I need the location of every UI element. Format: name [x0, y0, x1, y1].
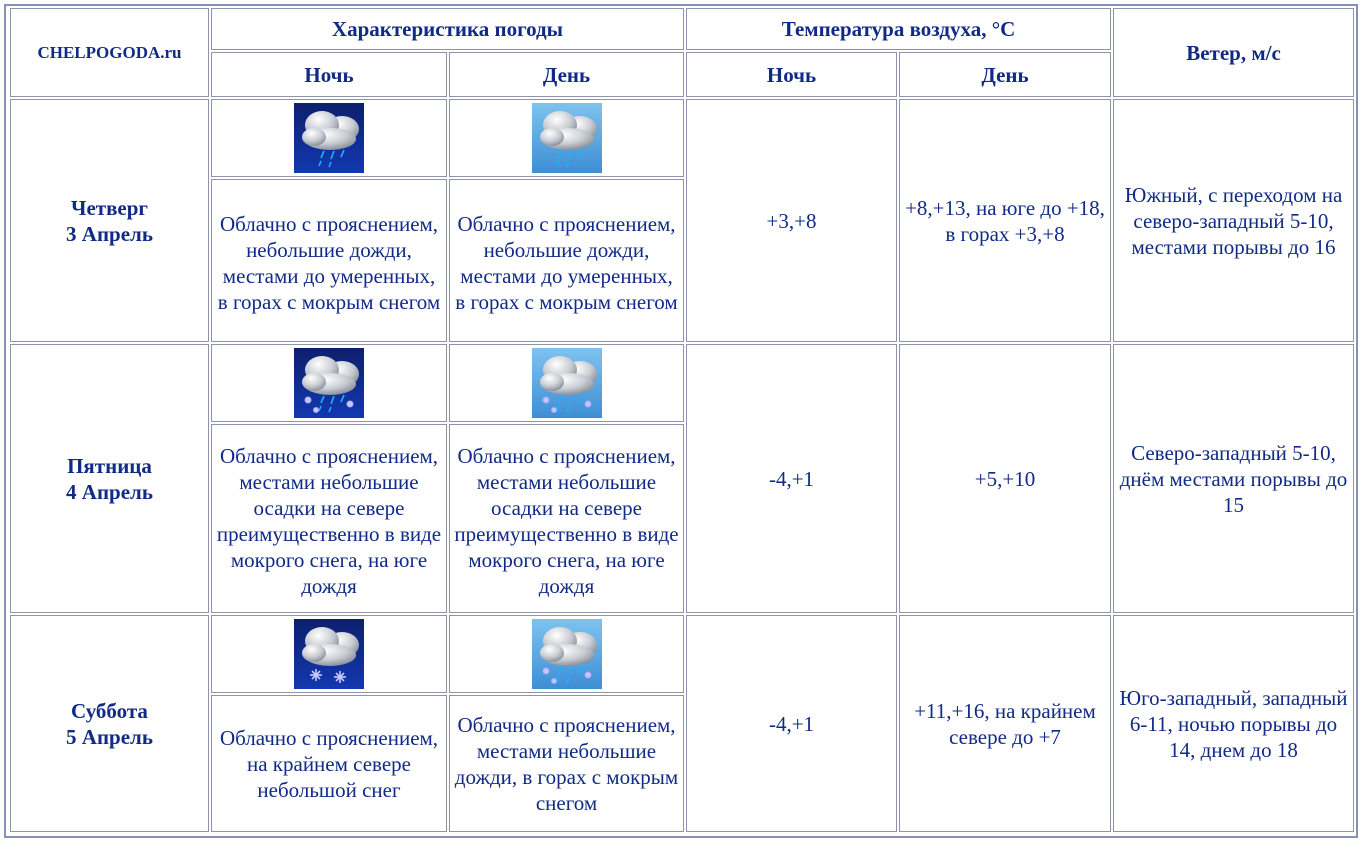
cloud-rain-day-icon — [532, 103, 602, 173]
night-description: Облачно с прояснением, местами небольшие осадки на севере преимущественно в виде мокрого снега, на юге дождя — [211, 424, 447, 613]
row-day-label — [10, 99, 209, 342]
header-wind: Ветер, м/с — [1113, 8, 1354, 97]
date: 4 Апрель — [66, 479, 153, 504]
weekday: Суббота — [71, 698, 148, 723]
night-temperature: +3,+8 — [686, 99, 897, 342]
night-icon-cell — [211, 99, 447, 177]
cloud-sleet-day-icon — [532, 348, 602, 418]
night-icon-cell — [211, 615, 447, 693]
date: 5 Апрель — [66, 724, 153, 749]
night-temperature: -4,+1 — [686, 344, 897, 613]
header-temp-day: День — [899, 52, 1111, 97]
header-weather: Характеристика погоды — [211, 8, 684, 50]
wind: Южный, с переходом на северо-западный 5-10, местами порывы до 16 — [1113, 99, 1354, 342]
site-brand: CHELPOGODA.ru — [10, 8, 209, 97]
night-description: Облачно с прояснением, небольшие дожди, местами до умеренных, в горах с мокрым снегом — [211, 179, 447, 342]
weekday: Четверг — [71, 195, 148, 220]
day-temperature: +11,+16, на крайнем севере до +7 — [899, 615, 1111, 832]
day-temperature: +8,+13, на юге до +18, в горах +3,+8 — [899, 99, 1111, 342]
day-icon-cell — [449, 615, 684, 693]
day-description: Облачно с прояснением, местами небольшие осадки на севере преимущественно в виде мокрого снега, на юге дождя — [449, 424, 684, 613]
cloud-snow-night-icon — [294, 619, 364, 689]
day-temperature: +5,+10 — [899, 344, 1111, 613]
night-description: Облачно с прояснением, на крайнем севере небольшой снег — [211, 695, 447, 832]
day-description: Облачно с прояснением, местами небольшие дожди, в горах с мокрым снегом — [449, 695, 684, 832]
night-icon-cell — [211, 344, 447, 422]
date: 3 Апрель — [66, 221, 153, 246]
row-day-label — [10, 615, 209, 832]
night-temperature: -4,+1 — [686, 615, 897, 832]
cloud-sleet-day-icon — [532, 619, 602, 689]
header-temperature: Температура воздуха, °С — [686, 8, 1111, 50]
cloud-sleet-night-icon — [294, 348, 364, 418]
day-description: Облачно с прояснением, небольшие дожди, местами до умеренных, в горах с мокрым снегом — [449, 179, 684, 342]
header-weather-night: Ночь — [211, 52, 447, 97]
header-weather-day: День — [449, 52, 684, 97]
forecast-table — [4, 4, 1358, 838]
row-day-label — [10, 344, 209, 613]
wind: Юго-западный, западный 6-11, ночью порывы до 14, днем до 18 — [1113, 615, 1354, 832]
wind: Северо-западный 5-10, днём местами порывы до 15 — [1113, 344, 1354, 613]
day-icon-cell — [449, 344, 684, 422]
weekday: Пятница — [67, 453, 152, 478]
day-icon-cell — [449, 99, 684, 177]
cloud-rain-night-icon — [294, 103, 364, 173]
header-temp-night: Ночь — [686, 52, 897, 97]
